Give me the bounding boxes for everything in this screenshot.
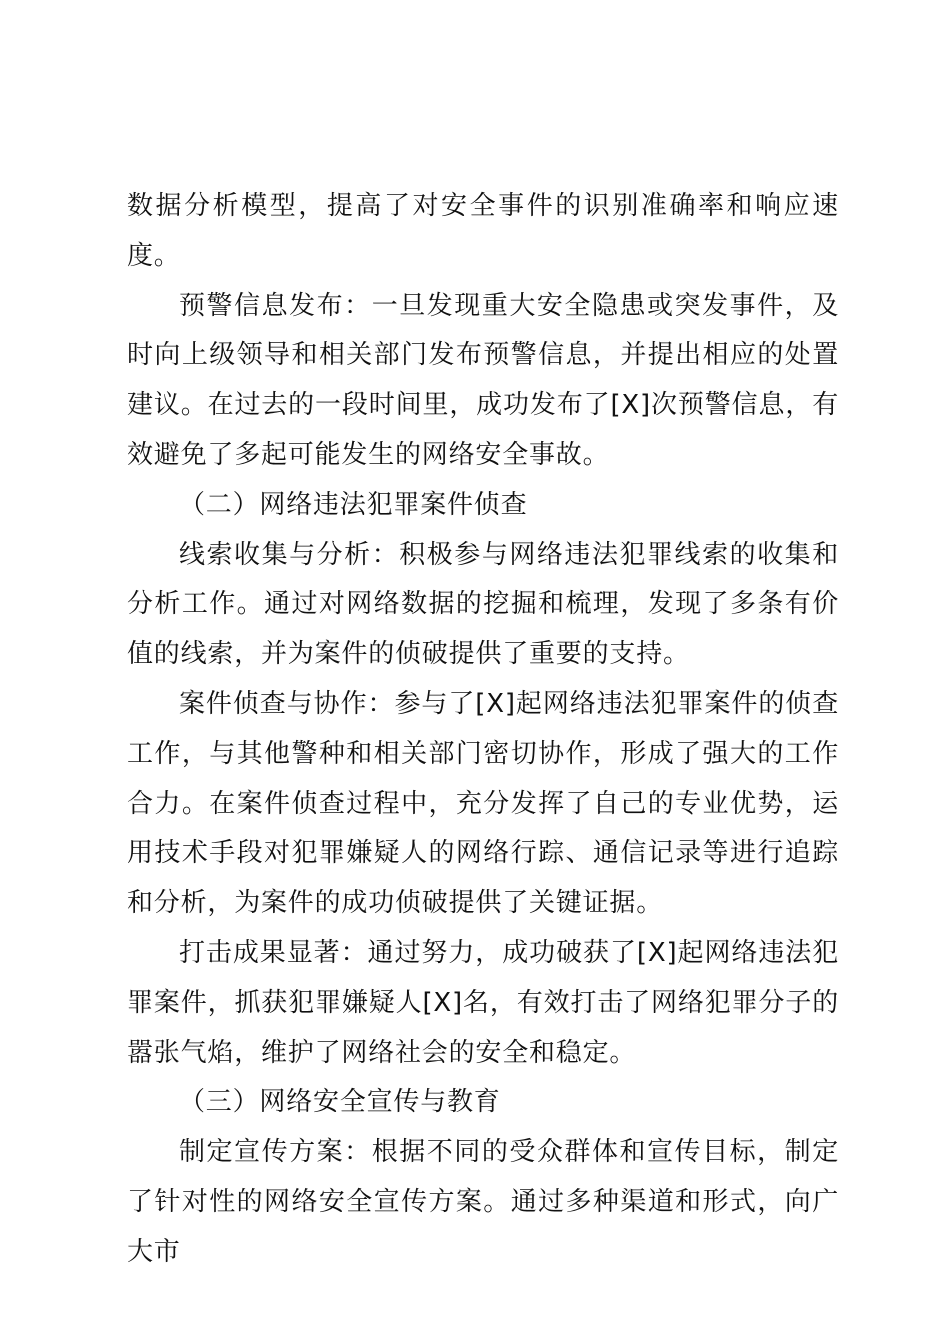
paragraph-warning-release: 预警信息发布：一旦发现重大安全隐患或突发事件，及时向上级领导和相关部门发布预警信息，并提出相应的处置建议。在过去的一段时间里，成功发布了[X]次预警信息，有效避免了多起可能发生的网络安全事故。: [127, 290, 839, 470]
paragraph-strike-results: 打击成果显著：通过努力，成功破获了[X]起网络违法犯罪案件，抓获犯罪嫌疑人[X]名，有效打击了网络犯罪分子的嚣张气焰，维护了网络社会的安全和稳定。: [127, 937, 839, 1068]
section-heading-case-investigation: （二）网络违法犯罪案件侦查: [179, 489, 528, 520]
paragraph-case-cooperation: 案件侦查与协作：参与了[X]起网络违法犯罪案件的侦查工作，与其他警种和相关部门密切协作，形成了强大的工作合力。在案件侦查过程中，充分发挥了自己的专业优势，运用技术手段对犯罪嫌疑人的网络行踪、通信记录等进行追踪和分析，为案件的成功侦破提供了关键证据。: [127, 688, 839, 919]
paragraph-clue-collection: 线索收集与分析：积极参与网络违法犯罪线索的收集和分析工作。通过对网络数据的挖掘和梳理，发现了多条有价值的线索，并为案件的侦破提供了重要的支持。: [127, 539, 839, 670]
document-body: [127, 182, 839, 1278]
paragraph-publicity-plan: 制定宣传方案：根据不同的受众群体和宣传目标，制定了针对性的网络安全宣传方案。通过多种渠道和形式，向广大市: [127, 1137, 839, 1267]
paragraph-model-continuation: 数据分析模型，提高了对安全事件的识别准确率和响应速度。: [127, 191, 839, 271]
section-heading-security-education: （三）网络安全宣传与教育: [179, 1087, 501, 1118]
